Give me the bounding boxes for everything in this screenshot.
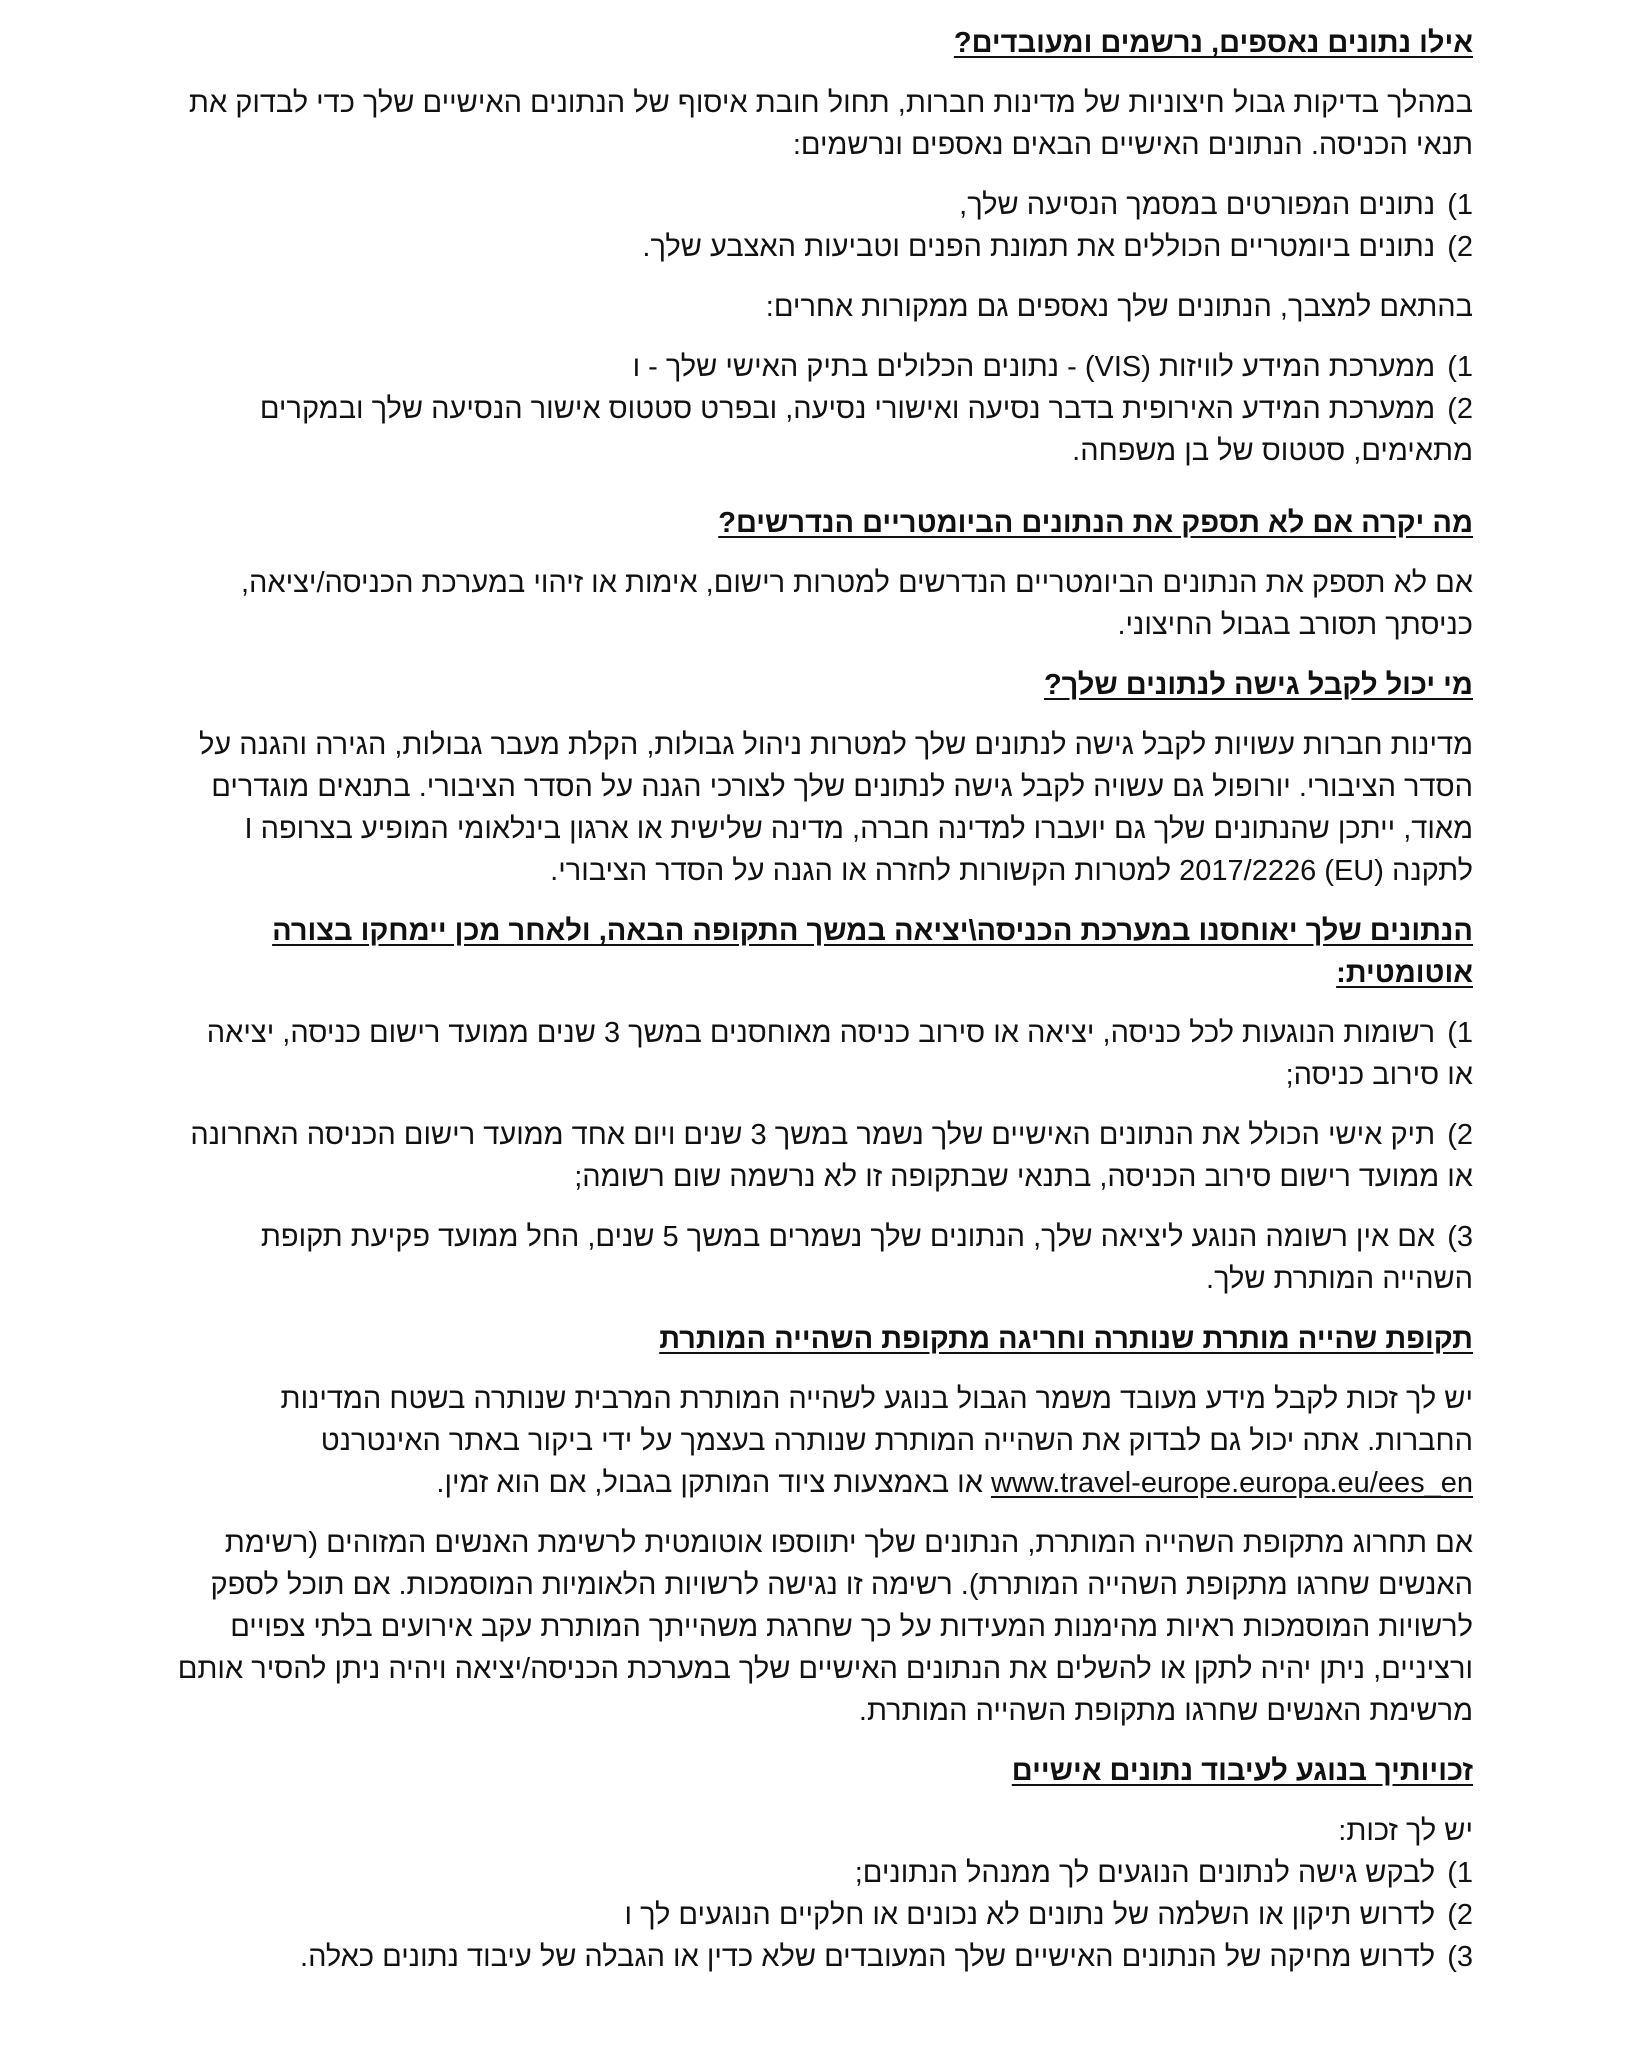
- list-item: [173, 346, 1473, 388]
- list-collected-data: [173, 184, 1473, 268]
- paragraph-biometric-refusal: אם לא תספק את הנתונים הביומטריים הנדרשים למטרות רישום, אימות או זיהוי במערכת הכניסה/יציאה, כניסתך תסורב בגבול החיצוני.: [240, 567, 1473, 641]
- paragraph-data-access: מדינות חברות עשויות לקבל גישה לנתונים שלך למטרות ניהול גבולות, הקלת מעבר גבולות, הגירה והגנה על הסדר הציבורי. יורופול גם עשויה לקבל גישה לנתונים שלך לצורכי הגנה על הסדר הציבורי. בתנאים מוגדרים מאוד, ייתכן שהנתונים שלך גם יועברו למדינה חברה, מדינה שלישית או ארגון בינלאומי המופיע בצרופה I לתקנה (EU) 2017/2226 למטרות הקשורות לחזרה או הגנה על הסדר הציבורי.: [198, 729, 1473, 887]
- list-item-number: 2): [1447, 393, 1473, 425]
- paragraph-collection-intro: במהלך בדיקות גבול חיצוניות של מדינות חברות, תחול חובת איסוף של הנתונים האישיים שלך כדי לבדוק את תנאי הכניסה. הנתונים האישיים הבאים נאספים ונרשמים:: [188, 87, 1473, 161]
- list-item-text: לדרוש מחיקה של הנתונים האישיים שלך המעובדים שלא כדין או הגבלה של עיבוד נתונים כאלה.: [300, 1941, 1436, 1973]
- paragraph-text: יש לך זכות לקבל מידע מעובד משמר הגבול בנוגע לשהייה המותרת המרבית שנותרה בשטח המדינות החברות. אתה יכול גם לבדוק את השהייה המותרת שנותרה בעצמך על ידי ביקור באתר האינטרנט: [280, 1383, 1473, 1457]
- heading-data-retention: הנתונים שלך יאוחסנו במערכת הכניסה\יציאה במשך התקופה הבאה, ולאחר מכן יימחקו בצורה אוטומטית:: [272, 915, 1473, 989]
- heading-data-rights: זכויותיך בנוגע לעיבוד נתונים אישיים: [1011, 1755, 1473, 1787]
- list-item-text: לדרוש תיקון או השלמה של נתונים לא נכונים או חלקיים הנוגעים לך ו: [624, 1899, 1436, 1931]
- list-item-text: נתונים המפורטים במסמך הנסיעה שלך,: [959, 189, 1436, 221]
- list-item-number: 2): [1447, 231, 1473, 263]
- paragraph-text: או באמצעות ציוד המותקן בגבול, אם הוא זמין.: [436, 1467, 991, 1499]
- list-item-number: 3): [1447, 1941, 1473, 1973]
- list-item-number: 1): [1447, 1857, 1473, 1889]
- list-item-number: 1): [1447, 1017, 1473, 1049]
- heading-authorized-stay: תקופת שהייה מותרת שנותרה וחריגה מתקופת השהייה המותרת: [659, 1323, 1473, 1355]
- paragraph-rights-intro: יש לך זכות:: [1338, 1815, 1473, 1847]
- list-item-text: לבקש גישה לנתונים הנוגעים לך ממנהל הנתונים;: [854, 1857, 1436, 1889]
- list-retention-periods: [173, 1012, 1473, 1300]
- heading-data-collected: אילו נתונים נאספים, נרשמים ומעובדים?: [953, 27, 1473, 59]
- list-item-text: תיק אישי הכולל את הנתונים האישיים שלך נשמר במשך 3 שנים ויום אחד ממועד רישום הכניסה האחרונה או ממועד רישום סירוב הכניסה, בתנאי שבתקופה זו לא נרשמה שום רשומה;: [190, 1119, 1473, 1193]
- list-item-number: 1): [1447, 189, 1473, 221]
- list-rights: [173, 1852, 1473, 1978]
- paragraph-overstay: אם תחרוג מתקופת השהייה המותרת, הנתונים שלך יתווספו אוטומטית לרשימת האנשים המזוהים (רשימת האנשים שחרגו מתקופת השהייה המותרת). רשימה זו נגישה לרשויות הלאומיות המוסמכות. אם תוכל לספק לרשויות המוסמכות ראיות מהימנות המעידות על כך שחרגת משהייתך המותרת עקב אירועים בלתי צפויים ורציניים, ניתן יהיה לתקן או להשלים את הנתונים האישיים שלך במערכת הכניסה/יציאה ויהיה ניתן להסיר אותם מרשימת האנשים שחרגו מתקופת השהייה המותרת.: [177, 1527, 1473, 1727]
- list-other-sources: [173, 346, 1473, 472]
- list-item: [173, 1012, 1473, 1096]
- heading-data-access: מי יכול לקבל גישה לנתונים שלך?: [1043, 669, 1473, 701]
- list-item: [173, 1216, 1473, 1300]
- list-item-number: 2): [1447, 1119, 1473, 1151]
- list-item: [173, 1936, 1473, 1978]
- heading-biometric-refusal: מה יקרה אם לא תספק את הנתונים הביומטריים הנדרשים?: [718, 507, 1473, 539]
- list-item: [173, 1114, 1473, 1198]
- list-item: [173, 226, 1473, 268]
- list-item: [173, 1852, 1473, 1894]
- paragraph-other-sources-intro: בהתאם למצבך, הנתונים שלך נאספים גם ממקורות אחרים:: [765, 291, 1473, 323]
- document-page: [173, 22, 1473, 1996]
- list-item: [173, 1894, 1473, 1936]
- list-item-text: נתונים ביומטריים הכוללים את תמונת הפנים וטביעות האצבע שלך.: [642, 231, 1436, 263]
- list-item-text: ממערכת המידע האירופית בדבר נסיעה ואישורי נסיעה, ובפרט סטטוס אישור הנסיעה שלך ובמקרים מתאימים, סטטוס של בן משפחה.: [259, 393, 1473, 467]
- list-item-number: 2): [1447, 1899, 1473, 1931]
- ees-website-link[interactable]: www.travel-europe.europa.eu/ees_en: [990, 1467, 1473, 1499]
- list-item-number: 3): [1447, 1221, 1473, 1253]
- list-item: [173, 388, 1473, 472]
- list-item-number: 1): [1447, 351, 1473, 383]
- list-item-text: ממערכת המידע לוויזות (VIS) - נתונים הכלולים בתיק האישי שלך - ו: [632, 351, 1436, 383]
- list-item-text: רשומות הנוגעות לכל כניסה, יציאה או סירוב כניסה מאוחסנים במשך 3 שנים ממועד רישום כניסה, יציאה או סירוב כניסה;: [206, 1017, 1473, 1091]
- paragraph-remaining-stay: [173, 1378, 1473, 1504]
- list-item-text: אם אין רשומה הנוגע ליציאה שלך, הנתונים שלך נשמרים במשך 5 שנים, החל ממועד פקיעת תקופת השהייה המותרת שלך.: [260, 1221, 1473, 1295]
- list-item: [173, 184, 1473, 226]
